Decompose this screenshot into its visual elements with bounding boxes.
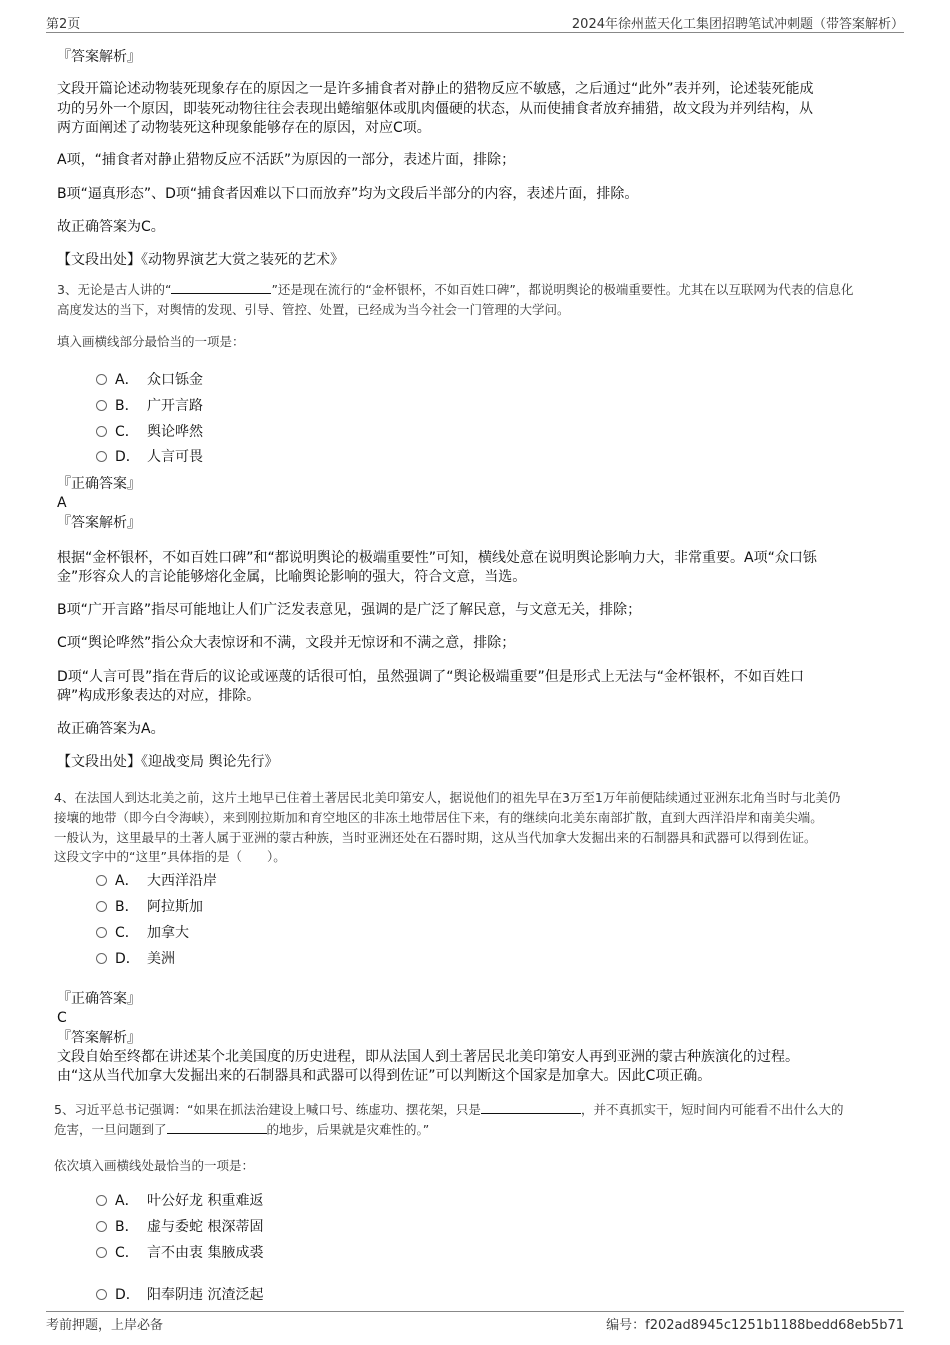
q4-answer-label: 『正确答案』 [57, 991, 141, 1007]
option-text: 美洲 [147, 951, 175, 967]
q5-stem [54, 1100, 843, 1120]
q4-analysis-text: 文段自始至终都在讲述某个北美国度的历史进程，即从法国人到土著居民北美印第安人再到亚洲的蒙古种族演化的过程。 [57, 1049, 799, 1065]
q5-option-c[interactable] [96, 1242, 263, 1262]
q3-conclusion: 故正确答案为A。 [57, 721, 165, 737]
radio-icon[interactable] [96, 927, 107, 938]
q5-blank-2 [167, 1120, 267, 1134]
q4-analysis-text: 由“这从当代加拿大发掘出来的石制器具和武器可以得到佐证”可以判断这个国家是加拿大。因此C项正确。 [57, 1068, 712, 1084]
q3-analysis-text: 碑”构成形象表达的对应，排除。 [57, 688, 261, 704]
option-text: 叶公好龙 积重难返 [147, 1193, 264, 1209]
radio-icon[interactable] [96, 400, 107, 411]
q3-analysis-text: 金”形容众人的言论能够熔化金属，比喻舆论影响的强大，符合文意，当选。 [57, 569, 527, 585]
radio-icon[interactable] [96, 1221, 107, 1232]
option-text: 虚与委蛇 根深蒂固 [147, 1219, 264, 1235]
option-text: 大西洋沿岸 [147, 873, 217, 889]
option-letter: D． [115, 449, 140, 465]
q5-option-d[interactable] [96, 1284, 263, 1304]
option-text: 加拿大 [147, 925, 189, 941]
option-letter: C． [115, 925, 139, 941]
option-letter: B． [115, 899, 139, 915]
q4-answer: C [57, 1010, 67, 1026]
q2-analysis-text: 两方面阐述了动物装死这种现象能够存在的原因，对应C项。 [57, 120, 431, 136]
q3-source: 【文段出处】《迎战变局 舆论先行》 [57, 754, 279, 770]
radio-icon[interactable] [96, 374, 107, 385]
page-number: 第2页 [46, 17, 81, 32]
option-letter: B． [115, 398, 139, 414]
q3-analysis-text: 根据“金杯银杯，不如百姓口碑”和“都说明舆论的极端重要性”可知，横线处意在说明舆论影响力大，非常重要。A项“众口铄 [57, 550, 817, 566]
q2-source: 【文段出处】《动物界演艺大赏之装死的艺术》 [57, 252, 344, 268]
q3-analysis-label: 『答案解析』 [57, 515, 141, 531]
q5-blank-1 [481, 1100, 581, 1114]
q3-stem-part: 3、无论是古人讲的“ [57, 282, 172, 297]
q2-analysis-text: 功的另外一个原因，即装死动物往往会表现出蜷缩躯体或肌肉僵硬的状态，从而使捕食者放弃捕猎，故文段为并列结构，从 [57, 101, 813, 117]
q3-stem-line2: 高度发达的当下，对舆情的发现、引导、管控、处置，已经成为当今社会一门管理的大学问。 [57, 302, 570, 317]
option-letter: D． [115, 951, 140, 967]
q3-analysis-text: D项“人言可畏”指在背后的议论或诬蔑的话很可怕，虽然强调了“舆论极端重要”但是形式上无法与“金杯银杯，不如百姓口 [57, 669, 805, 685]
q3-option-a[interactable] [96, 369, 203, 389]
q5-prompt: 依次填入画横线处最恰当的一项是： [54, 1158, 255, 1173]
q5-stem-line2 [54, 1120, 429, 1140]
radio-icon[interactable] [96, 1289, 107, 1300]
q3-analysis-text: C项“舆论哗然”指公众大表惊讶和不满，文段并无惊讶和不满之意，排除； [57, 635, 516, 651]
radio-icon[interactable] [96, 426, 107, 437]
q3-blank [171, 280, 271, 294]
option-text: 舆论哗然 [147, 424, 203, 440]
q3-answer: A [57, 495, 67, 511]
q3-option-c[interactable] [96, 421, 203, 441]
q2-analysis-text: 文段开篇论述动物装死现象存在的原因之一是许多捕食者对静止的猎物反应不敏感，之后通过“此外”表并列，论述装死能成 [57, 81, 814, 97]
footer-doc-id: 编号：f202ad8945c1251b1188bedd68eb5b71 [606, 1318, 904, 1333]
option-letter: C． [115, 1245, 139, 1261]
q3-prompt: 填入画横线部分最恰当的一项是： [57, 334, 245, 349]
option-letter: A． [115, 873, 139, 889]
footer-slogan: 考前押题，上岸必备 [46, 1318, 164, 1333]
q2-analysis-text: A项，“捕食者对静止猎物反应不活跃”为原因的一部分，表述片面，排除； [57, 152, 516, 168]
radio-icon[interactable] [96, 451, 107, 462]
radio-icon[interactable] [96, 901, 107, 912]
q5-stem-part: 5、习近平总书记强调：“如果在抓法治建设上喊口号、练虚功、摆花架，只是 [54, 1102, 481, 1117]
option-letter: A． [115, 1193, 139, 1209]
radio-icon[interactable] [96, 953, 107, 964]
radio-icon[interactable] [96, 875, 107, 886]
q2-conclusion: 故正确答案为C。 [57, 219, 165, 235]
q5-stem-part: 危害，一旦问题到了 [54, 1122, 167, 1137]
option-text: 阿拉斯加 [147, 899, 203, 915]
q3-stem [57, 280, 853, 300]
option-text: 阳奉阴违 沉渣泛起 [147, 1287, 264, 1303]
q4-option-a[interactable] [96, 870, 217, 890]
q4-stem-question: 这段文字中的“这里”具体指的是（ ）。 [54, 849, 286, 864]
q4-option-c[interactable] [96, 922, 189, 942]
q4-stem-line: 接壤的地带（即今白令海峡），来到刚拉斯加和育空地区的非冻土地带居住下来，有的继续向北美东南部扩散，直到大西洋沿岸和南美尖端。 [54, 810, 823, 825]
q4-stem-line: 4、在法国人到达北美之前，这片土地早已住着土著居民北美印第安人，据说他们的祖先早在3万至1万年前便陆续通过亚洲东北角当时与北美仍 [54, 790, 841, 805]
q3-stem-part: ”还是现在流行的“金杯银杯，不如百姓口碑”，都说明舆论的极端重要性。尤其在以互联网为代表的信息化 [271, 282, 854, 297]
option-letter: C． [115, 424, 139, 440]
q5-stem-part: ，并不真抓实干，短时间内可能看不出什么大的 [580, 1102, 844, 1117]
radio-icon[interactable] [96, 1195, 107, 1206]
q4-option-b[interactable] [96, 896, 203, 916]
option-text: 众口铄金 [147, 372, 203, 388]
option-text: 广开言路 [147, 398, 203, 414]
footer-divider [46, 1311, 904, 1312]
q4-stem-line: 一般认为，这里最早的土著人属于亚洲的蒙古种族，当时亚洲还处在石器时期，这从当代加拿大发掘出来的石制器具和武器可以得到佐证。 [54, 830, 817, 845]
document-title: 2024年徐州蓝天化工集团招聘笔试冲刺题（带答案解析） [571, 17, 904, 32]
q4-analysis-label: 『答案解析』 [57, 1030, 141, 1046]
option-letter: D． [115, 1287, 140, 1303]
q2-analysis-text: B项“逼真形态”、D项“捕食者因难以下口而放弃”均为文段后半部分的内容，表述片面，排除。 [57, 186, 639, 202]
q3-answer-label: 『正确答案』 [57, 476, 141, 492]
q3-option-b[interactable] [96, 395, 203, 415]
q5-option-a[interactable] [96, 1190, 263, 1210]
option-text: 言不由衷 集腋成裘 [147, 1245, 264, 1261]
option-letter: A． [115, 372, 139, 388]
q3-analysis-text: B项“广开言路”指尽可能地让人们广泛发表意见，强调的是广泛了解民意，与文意无关，排除； [57, 602, 642, 618]
option-text: 人言可畏 [147, 449, 203, 465]
option-letter: B． [115, 1219, 139, 1235]
q4-option-d[interactable] [96, 948, 175, 968]
radio-icon[interactable] [96, 1247, 107, 1258]
header-divider [46, 32, 904, 33]
q2-analysis-label: 『答案解析』 [57, 49, 141, 65]
q5-option-b[interactable] [96, 1216, 263, 1236]
q5-stem-part: 的地步，后果就是灾难性的。” [266, 1122, 430, 1137]
q3-option-d[interactable] [96, 446, 203, 466]
